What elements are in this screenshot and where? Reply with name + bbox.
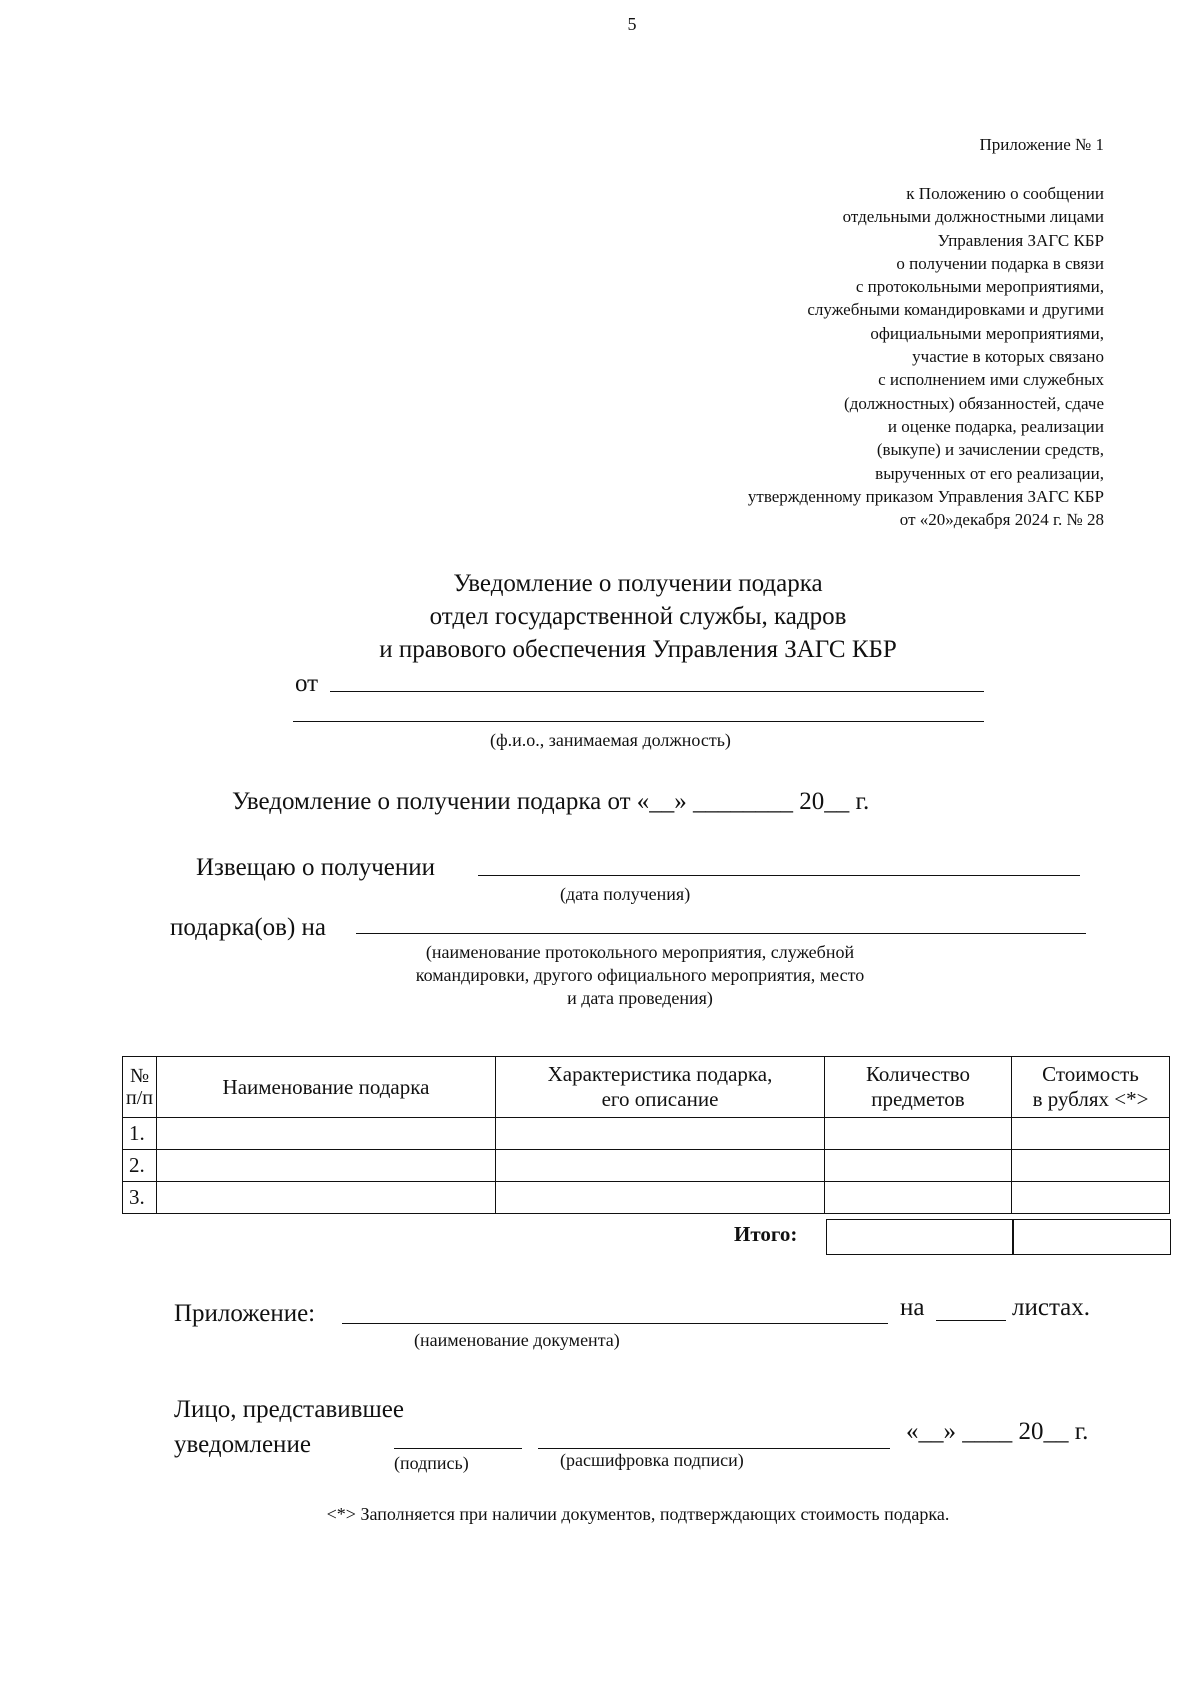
gift-desc-cell[interactable] <box>496 1150 825 1182</box>
header-qty-line: предметов <box>871 1087 965 1111</box>
header-qty <box>825 1057 1012 1118</box>
basis-line: и оценке подарка, реализации <box>887 416 1104 436</box>
from-label: от <box>295 670 319 697</box>
row-number: 3. <box>123 1182 157 1214</box>
table-row <box>123 1150 1170 1182</box>
from-hint: (ф.и.о., занимаемая должность) <box>490 730 731 750</box>
table-row <box>123 1182 1170 1214</box>
appendix-label: Приложение № 1 <box>979 135 1104 154</box>
from-name-field[interactable] <box>330 691 984 692</box>
header-desc-line: его описание <box>601 1087 719 1111</box>
gifts-table <box>122 1056 1170 1214</box>
gift-desc-cell[interactable] <box>496 1182 825 1214</box>
header-qty-line: Количество <box>865 1062 971 1086</box>
hint-line: (наименование протокольного мероприятия, служебной <box>425 942 855 962</box>
gift-cost-cell[interactable] <box>1012 1150 1170 1182</box>
gift-name-cell[interactable] <box>157 1182 496 1214</box>
attachment-sheets: листах. <box>1012 1294 1091 1321</box>
basis-line: с протокольными мероприятиями, <box>855 277 1104 297</box>
signature-decoding-field[interactable] <box>538 1448 890 1449</box>
table-header-row <box>123 1057 1170 1118</box>
from-position-field[interactable] <box>293 721 984 722</box>
title-line-2: отдел государственной службы, кадров <box>429 603 847 630</box>
signer-date: «__» ____ 20__ г. <box>906 1418 1089 1445</box>
event-field[interactable] <box>356 933 1086 934</box>
header-desc <box>496 1057 825 1118</box>
attachment-hint: (наименование документа) <box>414 1330 620 1350</box>
title-line-3: и правового обеспечения Управления ЗАГС КБР <box>379 636 897 663</box>
total-qty-cell[interactable] <box>826 1219 1014 1255</box>
title-line-1: Уведомление о получении подарка <box>453 570 823 597</box>
gift-qty-cell[interactable] <box>825 1118 1012 1150</box>
signature-field[interactable] <box>394 1448 522 1449</box>
gift-qty-cell[interactable] <box>825 1182 1012 1214</box>
gift-cost-cell[interactable] <box>1012 1182 1170 1214</box>
hint-line: командировки, другого официального мероприятия, место <box>415 965 865 985</box>
page-number: 5 <box>627 14 637 34</box>
basis-line: утвержденному приказом Управления ЗАГС КБР <box>747 486 1104 506</box>
row-number: 2. <box>123 1150 157 1182</box>
inform-label: Извещаю о получении <box>196 854 436 881</box>
gift-name-cell[interactable] <box>157 1118 496 1150</box>
basis-line: Управления ЗАГС КБР <box>937 230 1104 250</box>
gift-name-cell[interactable] <box>157 1150 496 1182</box>
decoding-hint: (расшифровка подписи) <box>560 1450 744 1470</box>
header-cost-line: в рублях <*> <box>1032 1087 1149 1111</box>
header-desc-line: Характеристика подарка, <box>547 1062 773 1086</box>
total-cost-cell[interactable] <box>1012 1219 1171 1255</box>
inform-hint: (дата получения) <box>560 884 691 904</box>
basis-line: официальными мероприятиями, <box>870 323 1104 343</box>
attachment-sheets-field[interactable] <box>936 1320 1006 1321</box>
basis-line: к Положению о сообщении <box>906 184 1104 203</box>
receipt-date-field[interactable] <box>478 875 1080 876</box>
document-title <box>0 567 1200 666</box>
basis-line: о получении подарка в связи <box>896 253 1104 273</box>
header-cost <box>1012 1057 1170 1118</box>
basis-line: (должностных) обязанностей, сдаче <box>844 393 1104 413</box>
header-num: № п/п <box>123 1057 157 1118</box>
gifts-on-label: подарка(ов) на <box>170 914 327 941</box>
notice-date-line: Уведомление о получении подарка от «__» ________ 20__ г. <box>232 788 870 815</box>
basis-line: с исполнением ими служебных <box>878 370 1104 390</box>
header-name: Наименование подарка <box>157 1057 496 1118</box>
signer-label-line: Лицо, представившее <box>174 1396 404 1423</box>
attachment-label: Приложение: <box>174 1300 316 1327</box>
signer-label-line: уведомление <box>174 1431 311 1458</box>
gift-qty-cell[interactable] <box>825 1150 1012 1182</box>
basis-line: вырученных от его реализации, <box>875 463 1104 483</box>
hint-line: и дата проведения) <box>567 988 713 1008</box>
total-label: Итого: <box>734 1222 798 1246</box>
table-row <box>123 1118 1170 1150</box>
basis-line: служебными командировками и другими <box>807 300 1104 320</box>
basis-line: (выкупе) и зачислении средств, <box>876 440 1104 460</box>
header-cost-line: Стоимость <box>1042 1062 1139 1086</box>
row-number: 1. <box>123 1118 157 1150</box>
basis-line: участие в которых связано <box>912 347 1104 367</box>
gifts-on-hint <box>330 941 950 1010</box>
attachment-on: на <box>900 1294 925 1321</box>
footnote: <*> Заполняется при наличии документов, подтверждающих стоимость подарка. <box>326 1504 950 1524</box>
gift-cost-cell[interactable] <box>1012 1118 1170 1150</box>
gift-desc-cell[interactable] <box>496 1118 825 1150</box>
appendix-basis <box>748 182 1104 531</box>
signer-label <box>174 1392 404 1462</box>
signature-hint: (подпись) <box>394 1453 469 1473</box>
basis-line: от «20»декабря 2024 г. № 28 <box>899 510 1104 530</box>
attachment-doc-field[interactable] <box>342 1323 888 1324</box>
basis-line: отдельными должностными лицами <box>842 207 1104 227</box>
